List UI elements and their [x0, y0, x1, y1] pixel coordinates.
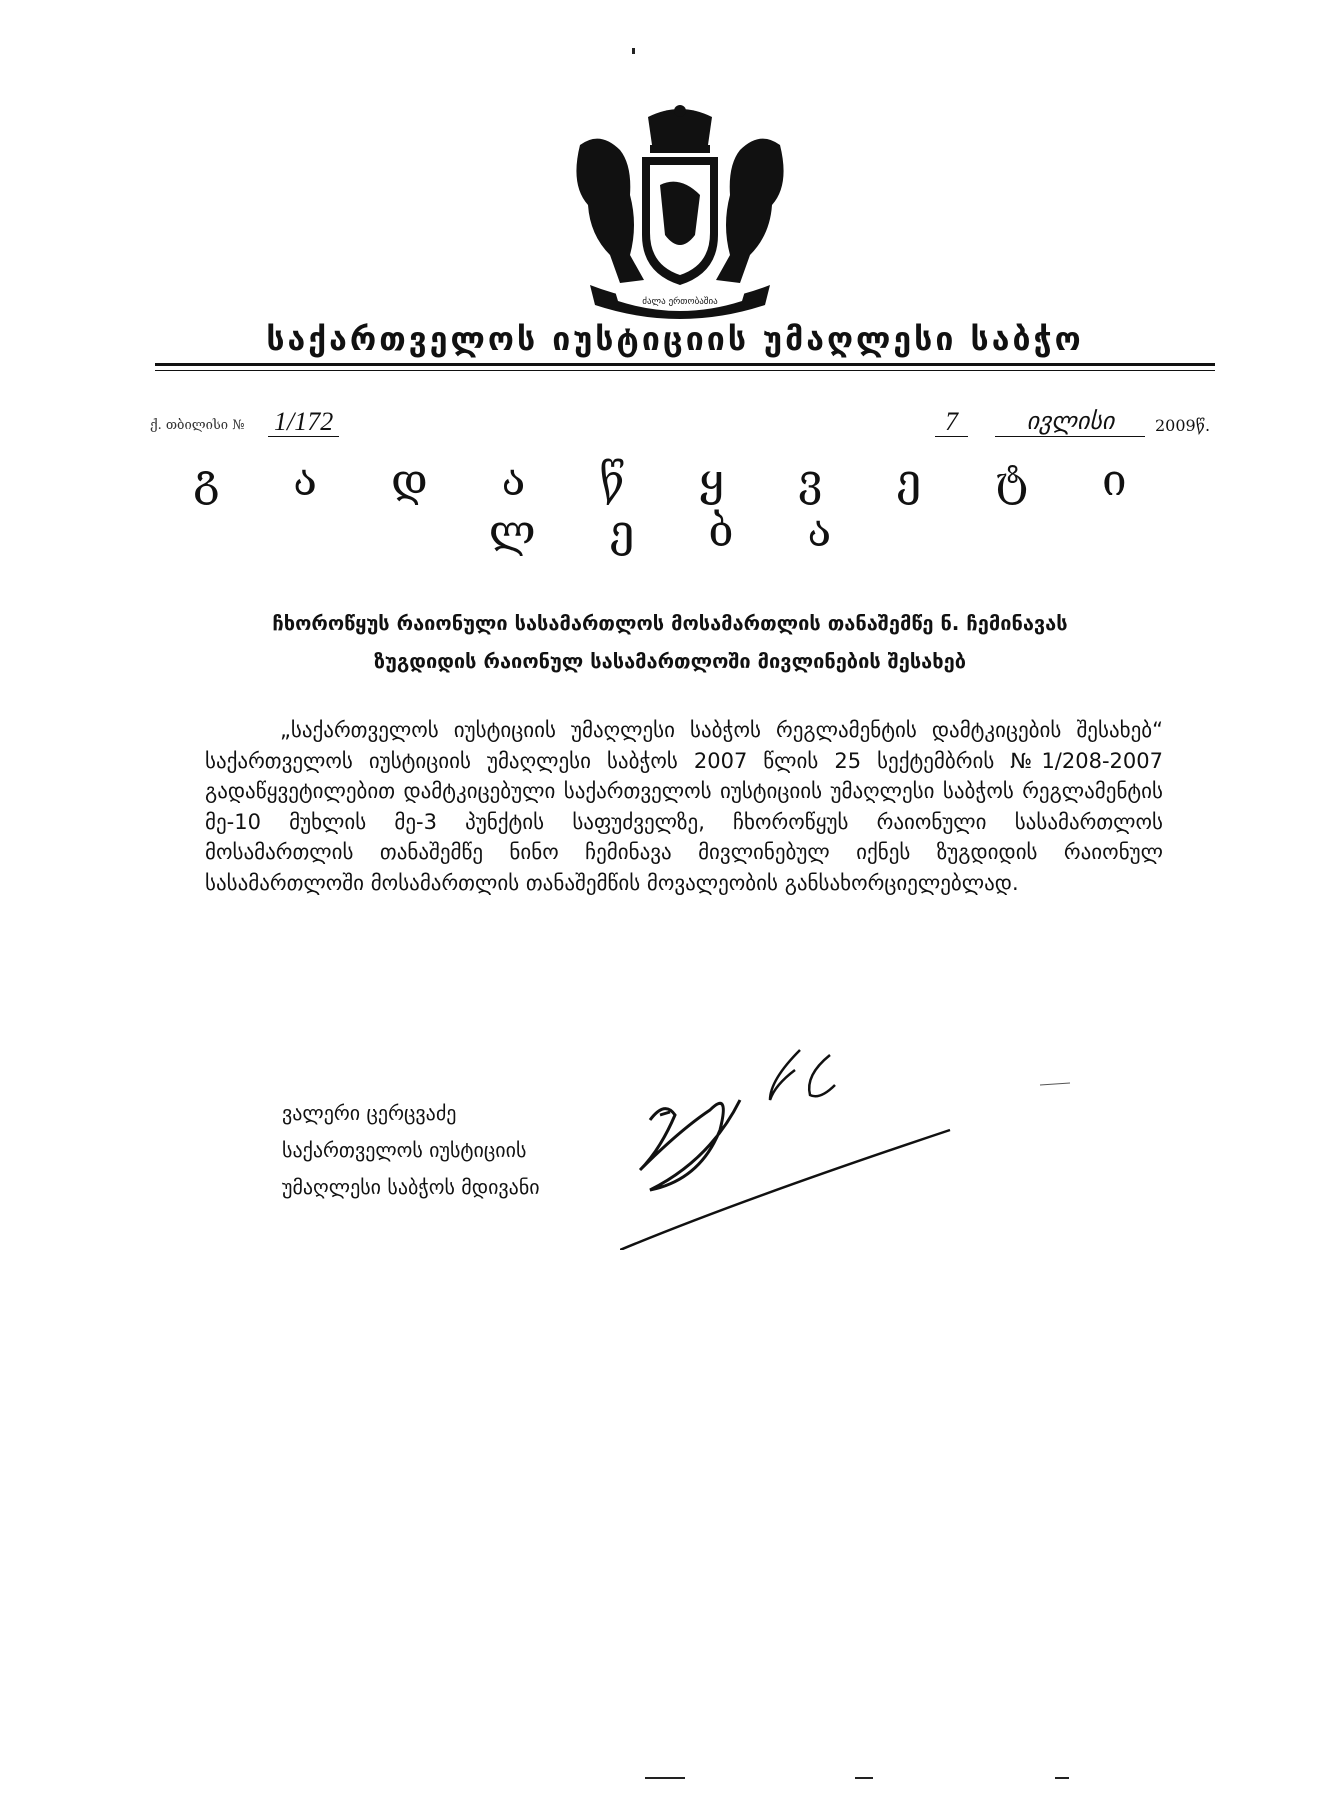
- reference-number: 1/172: [268, 408, 339, 437]
- scan-mark: [855, 1777, 873, 1779]
- handwritten-signature: [620, 1040, 1090, 1250]
- signatory-name: ვალერი ცერცვაძე: [282, 1101, 457, 1125]
- header-rule-thick: [155, 363, 1215, 366]
- date-day: 7: [935, 408, 968, 437]
- signatory-title-line-1: საქართველოს იუსტიციის: [282, 1138, 527, 1162]
- date-month: ივლისი: [995, 408, 1145, 437]
- scan-mark: [645, 1777, 685, 1779]
- subject-line-1: ჩხოროწყუს რაიონული სასამართლოს მოსამართლის თანაშემწე ნ. ჩემინავას: [272, 611, 1068, 635]
- scan-mark: [632, 48, 635, 54]
- subject-heading: [180, 604, 1160, 680]
- subject-line-2: ზუგდიდის რაიონულ სასამართლოში მივლინების შესახებ: [373, 649, 966, 673]
- signatory-title-line-2: უმაღლესი საბჭოს მდივანი: [282, 1175, 540, 1199]
- header-rule-thin: [155, 370, 1215, 371]
- date-year: 2009წ.: [1155, 416, 1211, 435]
- scan-mark: [1055, 1777, 1069, 1779]
- document-title: გ ა დ ა წ ყ ვ ე ტ ი ლ ე ბ ა: [193, 455, 1157, 557]
- svg-text:ძალა ერთობაშია: ძალა ერთობაშია: [642, 297, 718, 307]
- institution-name: საქართველოს იუსტიციის უმაღლესი საბჭო: [266, 320, 1084, 358]
- body-paragraph: „საქართველოს იუსტიციის უმაღლესი საბჭოს რეგლამენტის დამტკიცების შესახებ“ საქართველოს იუსტიციის უმაღლესი საბჭოს 2007 წლის 25 სექტემბრის №1/208-2007 გადაწყვეტილებით დამტკიცებული საქართველოს იუსტიციის უმაღლესი საბჭოს რეგლამენტის მე-10 მუხლის მე-3 პუნქტის საფუძველზე, ჩხოროწყუს რაიონული სასამართლოს მოსამართლის თანაშემწე ნინო ჩემინავა მივლინებულ იქნეს ზუგდიდის რაიონულ სასამართლოში მოსამართლის თანაშემწის მოვალეობის განსახორციელებლად.: [205, 718, 1163, 895]
- coat-of-arms-emblem: [560, 105, 800, 320]
- reference-label: ქ. თბილისი №: [150, 418, 245, 433]
- signatory-block: [282, 1095, 540, 1206]
